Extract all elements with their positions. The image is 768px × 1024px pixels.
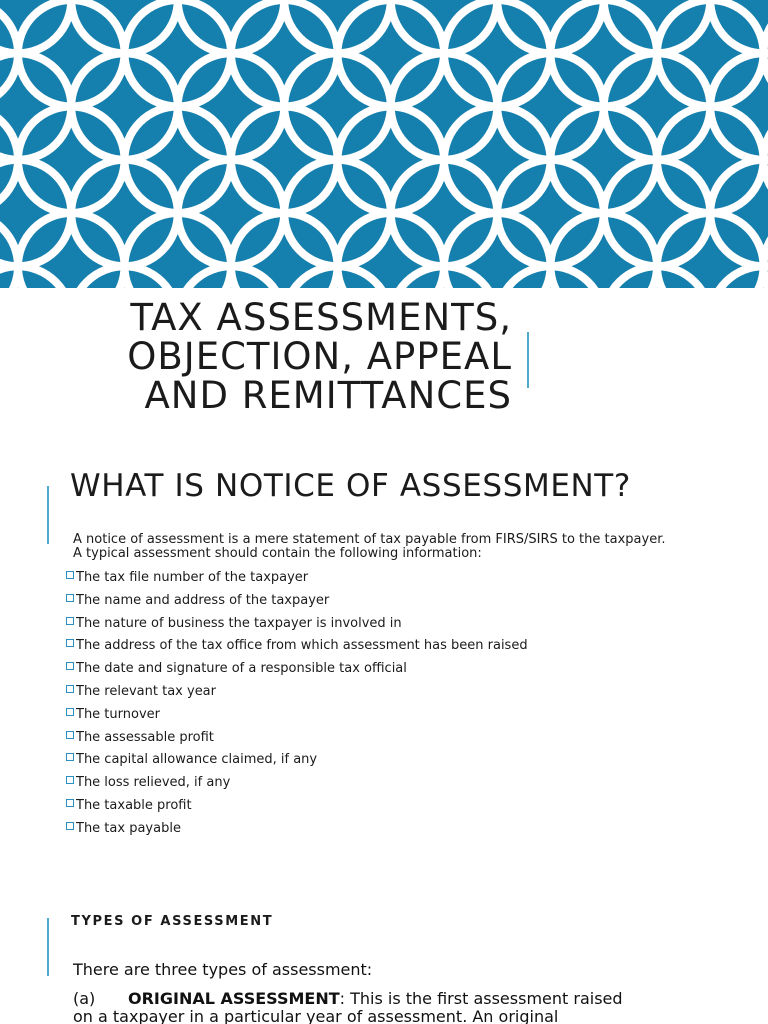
square-bullet-icon xyxy=(66,822,74,830)
list-item xyxy=(66,659,528,682)
original-assessment-paragraph xyxy=(73,990,673,1024)
list-item-text: The capital allowance claimed, if any xyxy=(76,752,318,768)
title-accent-bar xyxy=(527,332,529,388)
square-bullet-icon xyxy=(66,731,74,739)
square-bullet-icon xyxy=(66,776,74,784)
list-item-text: The address of the tax office from which assessment has been raised xyxy=(76,638,528,654)
square-bullet-icon xyxy=(66,662,74,670)
square-bullet-icon xyxy=(66,708,74,716)
list-item xyxy=(66,773,528,796)
banner-circles xyxy=(0,0,768,288)
list-item xyxy=(66,819,528,842)
square-bullet-icon xyxy=(66,799,74,807)
list-item-text: The name and address of the taxpayer xyxy=(76,592,330,608)
original-assessment-text-2: on a taxpayer in a particular year of assessment. An original xyxy=(73,1007,559,1024)
list-item-text: The loss relieved, if any xyxy=(76,775,231,791)
title-line-2: OBJECTION, APPEAL xyxy=(127,335,512,378)
notice-heading: WHAT IS NOTICE OF ASSESSMENT? xyxy=(70,468,631,504)
square-bullet-icon xyxy=(66,753,74,761)
list-item xyxy=(66,796,528,819)
list-item xyxy=(66,614,528,637)
paragraph-line-1 xyxy=(73,990,673,1008)
list-item-text: The taxable profit xyxy=(76,797,192,813)
list-item xyxy=(66,705,528,728)
slide-title xyxy=(60,298,512,415)
list-item xyxy=(66,591,528,614)
banner-pattern xyxy=(0,0,768,288)
assessment-info-list xyxy=(66,568,528,842)
list-item xyxy=(66,636,528,659)
list-item-text: The turnover xyxy=(76,706,160,722)
list-item-text: The nature of business the taxpayer is involved in xyxy=(76,615,402,631)
types-intro: There are three types of assessment: xyxy=(73,960,373,979)
square-bullet-icon xyxy=(66,639,74,647)
list-item-text: The assessable profit xyxy=(76,729,214,745)
list-item xyxy=(66,568,528,591)
square-bullet-icon xyxy=(66,685,74,693)
item-marker: (a) xyxy=(73,989,96,1008)
list-item xyxy=(66,682,528,705)
square-bullet-icon xyxy=(66,571,74,579)
notice-accent-bar xyxy=(47,486,49,544)
title-line-1: TAX ASSESSMENTS, xyxy=(130,296,512,339)
square-bullet-icon xyxy=(66,617,74,625)
square-bullet-icon xyxy=(66,594,74,602)
types-accent-bar xyxy=(47,918,49,976)
types-heading: TYPES OF ASSESSMENT xyxy=(71,914,274,929)
title-line-3: AND REMITTANCES xyxy=(144,374,512,417)
list-item-text: The relevant tax year xyxy=(76,683,216,699)
list-item xyxy=(66,750,528,773)
list-item-text: The tax payable xyxy=(76,820,181,836)
original-assessment-label: ORIGINAL ASSESSMENT xyxy=(128,989,340,1008)
list-item-text: The date and signature of a responsible tax official xyxy=(76,661,407,677)
original-assessment-text-1: : This is the first assessment raised xyxy=(339,989,623,1008)
list-item-text: The tax file number of the taxpayer xyxy=(76,570,309,585)
notice-intro: A notice of assessment is a mere statement of tax payable from FIRS/SIRS to the taxpayer. A typical assessment should contain the following information: xyxy=(73,532,666,561)
list-item xyxy=(66,728,528,751)
